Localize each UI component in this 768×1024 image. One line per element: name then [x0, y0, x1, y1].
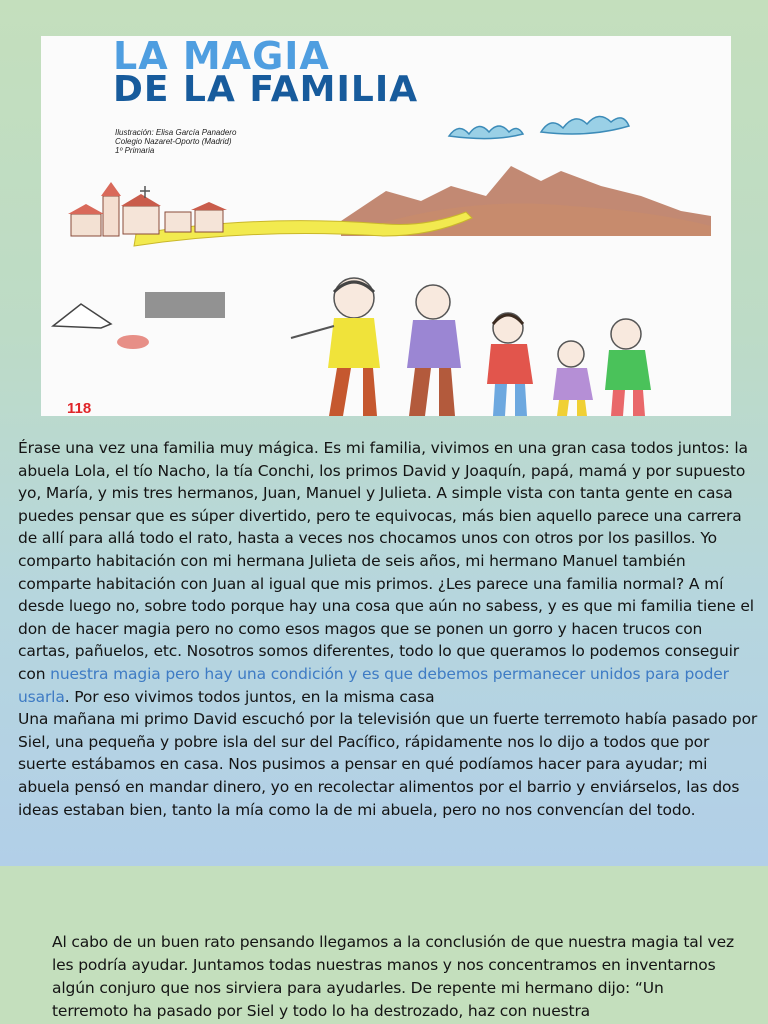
- story-paragraph-1-end: . Por eso vivimos todos juntos, en la misma casa: [64, 687, 435, 706]
- story-text-block: [18, 437, 758, 821]
- cover-illustration: [41, 36, 731, 416]
- story-paragraph-3: Al cabo de un buen rato pensando llegamos a la conclusión de que nuestra magia tal vez les podría ayudar. Juntamos todas nuestras manos y nos concentramos en inventarnos algún conjuro que nos sirviera para ayudarles. De repente mi hermano dijo: “Un terremoto ha pasado por Siel y todo lo ha destrozado, haz con nuestra: [52, 933, 734, 1020]
- story-link-text[interactable]: nuestra magia pero hay una condición y es que debemos permanecer unidos para poder usarla: [18, 664, 729, 706]
- credit-illustrator: Ilustración: Elisa García Panadero: [115, 128, 237, 137]
- credit-school: Colegio Nazaret-Oporto (Madrid): [115, 137, 232, 146]
- illustration-credits: [115, 128, 236, 155]
- story-paragraph-2: Una mañana mi primo David escuchó por la televisión que un fuerte terremoto había pasado por Siel, una pequeña y pobre isla del sur del Pacífico, rápidamente nos lo dijo a todos que por suerte estábamos en casa. Nos pusimos a pensar en qué podíamos hacer para ayudar; mi abuela pensó en mandar dinero, yo en recolectar alimentos por el barrio y enviárselos, las dos ideas estaban bien, tanto la mía como la de mi abuela, pero no nos convencían del todo.: [18, 710, 758, 819]
- illustration-title-line2: DE LA FAMILIA: [113, 69, 419, 110]
- credit-grade: 1º Primaria: [115, 146, 155, 155]
- page-number: 118: [67, 400, 92, 416]
- illustration-title-line1: LA MAGIA: [113, 36, 330, 78]
- story-paragraph-1: Érase una vez una familia muy mágica. Es mi familia, vivimos en una gran casa todos juntos: la abuela Lola, el tío Nacho, la tía Conchi, los primos David y Joaquín, papá, mamá y por supuesto yo, María, y mis tres hermanos, Juan, Manuel y Julieta. A simple vista con tanta gente en casa puedes pensar que es súper divertido, pero te equivocas, más bien aquello parece una carrera de allí para allá todo el rato, hasta a veces nos chocamos unos con otros por los pasillos. Yo comparto habitación con mi hermana Julieta de seis años, mi hermano Manuel también comparte habitación con Juan al igual que mis primos. ¿Les parece una familia normal? A mí desde luego no, sobre todo porque hay una cosa que aún no sabess, y es que mi familia tiene el don de hacer magia pero no como esos magos que se ponen un gorro y hacen trucos con cartas, pañuelos, etc. Nosotros somos diferentes, todo lo que queramos lo podemos conseguir con: [18, 439, 754, 683]
